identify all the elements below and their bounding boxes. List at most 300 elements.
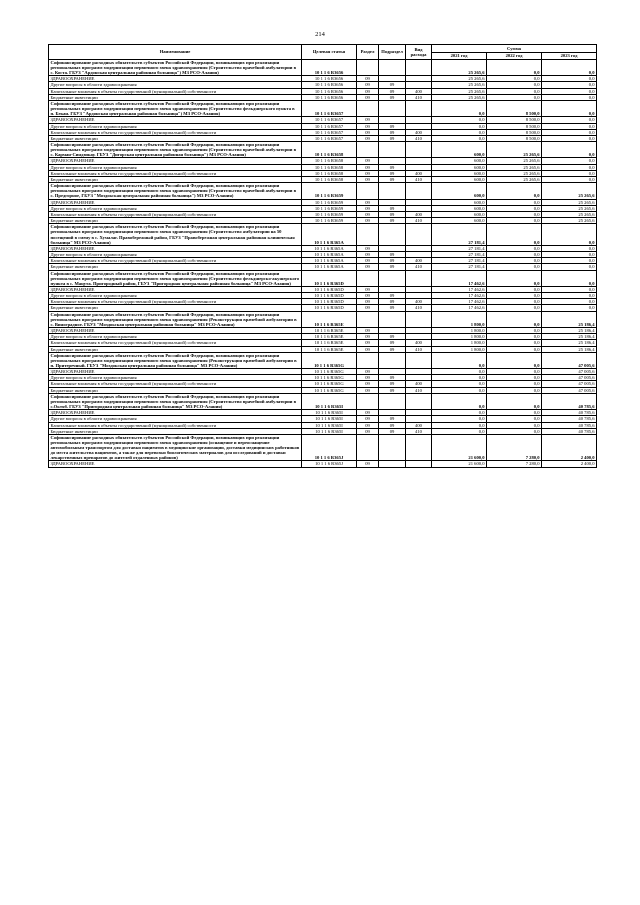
cell-name: ЗДРАВООХРАНЕНИЕ [49,199,302,205]
cell-2023: 0,0 [542,123,597,129]
header-section: Раздел [357,45,379,60]
cell-2021: 0,0 [432,387,487,393]
cell-target-article: 10 1 1 6 R3658 [302,164,357,170]
cell-subsection: 09 [379,387,406,393]
cell-target-article: 10 1 1 6 R3656 [302,82,357,88]
cell-2023: 25 186,4 [542,340,597,346]
cell-2023: 25 265,6 [542,199,597,205]
cell-section: 09 [357,158,379,164]
cell-target-article: 10 1 1 6 R3659 [302,211,357,217]
cell-name: Бюджетные инвестиции [49,428,302,434]
cell-section [357,352,379,368]
cell-section [357,183,379,199]
cell-2022: 0,0 [487,422,542,428]
cell-expense-type [406,461,432,467]
cell-name: ЗДРАВООХРАНЕНИЕ [49,461,302,467]
cell-2023: 0,0 [542,258,597,264]
cell-name: Капитальные вложения в объекты государственной (муниципальной) собственности [49,422,302,428]
cell-section: 09 [357,293,379,299]
cell-2022: 0,0 [487,369,542,375]
cell-2022: 25 265,6 [487,170,542,176]
cell-section: 09 [357,299,379,305]
cell-target-article: 10 1 1 6 R365D [302,293,357,299]
cell-2021: 600,0 [432,183,487,199]
cell-target-article: 10 1 1 6 R365J [302,434,357,460]
cell-target-article: 10 1 1 6 R3658 [302,158,357,164]
cell-2021: 27 181,4 [432,264,487,270]
cell-expense-type: 400 [406,211,432,217]
cell-2021: 27 181,4 [432,251,487,257]
cell-2023: 25 186,4 [542,346,597,352]
cell-section: 09 [357,410,379,416]
table-row-group [49,311,597,327]
cell-2022: 0,0 [487,311,542,327]
cell-2021: 27 181,4 [432,245,487,251]
cell-name: Бюджетные инвестиции [49,94,302,100]
cell-name: Капитальные вложения в объекты государственной (муниципальной) собственности [49,211,302,217]
cell-2023: 47 005,6 [542,352,597,368]
cell-subsection: 09 [379,94,406,100]
cell-2021: 17 462,6 [432,270,487,286]
cell-2022: 8 500,0 [487,117,542,123]
cell-2023: 25 265,6 [542,211,597,217]
cell-expense-type [406,270,432,286]
cell-2021: 600,0 [432,199,487,205]
cell-2023: 0,0 [542,88,597,94]
cell-section: 09 [357,375,379,381]
cell-2023: 0,0 [542,251,597,257]
cell-subsection [379,183,406,199]
cell-target-article: 10 1 1 6 R3657 [302,135,357,141]
cell-expense-type: 410 [406,264,432,270]
cell-name: Другие вопросы в области здравоохранения [49,293,302,299]
cell-section [357,434,379,460]
cell-subsection [379,60,406,76]
cell-2023: 25 186,4 [542,311,597,327]
cell-2022: 8 500,0 [487,135,542,141]
cell-section: 09 [357,94,379,100]
cell-2022: 0,0 [487,381,542,387]
cell-target-article: 10 1 1 6 R3659 [302,205,357,211]
cell-target-article: 10 1 1 6 R365I [302,410,357,416]
cell-2021: 0,0 [432,129,487,135]
cell-section: 09 [357,264,379,270]
cell-section: 09 [357,117,379,123]
cell-2023: 0,0 [542,117,597,123]
cell-expense-type: 400 [406,340,432,346]
cell-subsection: 09 [379,251,406,257]
cell-section: 09 [357,211,379,217]
cell-2022: 0,0 [487,205,542,211]
cell-section [357,393,379,409]
cell-2022: 0,0 [487,346,542,352]
cell-2023: 0,0 [542,293,597,299]
cell-2021: 1 800,0 [432,346,487,352]
table-row [49,461,597,467]
table-row-group [49,60,597,76]
cell-2023: 25 265,6 [542,218,597,224]
cell-2023: 40 785,6 [542,410,597,416]
cell-2022: 0,0 [487,264,542,270]
cell-target-article: 10 1 1 6 R365G [302,352,357,368]
cell-name: Софинансирование расходных обязательств субъектов Российской Федерации, возникающих при реализации региональных программ модернизации первичного звена здравоохранения (Строительство врачебной амбулатории в с. Карман-Синдзикау. ГБУЗ "Дигорская центральная районная больница") МЗ РСО-Алания) [49,142,302,158]
cell-2021: 0,0 [432,101,487,117]
cell-section: 09 [357,461,379,467]
cell-subsection: 09 [379,258,406,264]
cell-2023: 0,0 [542,135,597,141]
cell-subsection: 09 [379,340,406,346]
cell-2021: 600,0 [432,158,487,164]
cell-name: ЗДРАВООХРАНЕНИЕ [49,327,302,333]
cell-subsection: 09 [379,123,406,129]
cell-2021: 0,0 [432,381,487,387]
cell-2022: 0,0 [487,293,542,299]
cell-target-article: 10 1 1 6 R365D [302,305,357,311]
cell-target-article: 10 1 1 6 R365A [302,264,357,270]
cell-2022: 8 500,0 [487,129,542,135]
cell-target-article: 10 1 1 6 R365J [302,461,357,467]
cell-2022: 0,0 [487,258,542,264]
cell-2023: 25 186,4 [542,334,597,340]
cell-target-article: 10 1 1 6 R3659 [302,218,357,224]
cell-2023: 25 186,4 [542,327,597,333]
cell-target-article: 10 1 1 6 R365E [302,346,357,352]
cell-2022: 0,0 [487,327,542,333]
header-sum: Сумма [432,45,597,53]
cell-name: Софинансирование расходных обязательств субъектов Российской Федерации, возникающих при реализации региональных программ модернизации первичного звена здравоохранения (Строительство фельдшерского пункта в п. Бекан. ГБУЗ "Ардонская центральная районная больница") МЗ РСО-Алания) [49,101,302,117]
cell-target-article: 10 1 1 6 R3656 [302,76,357,82]
cell-expense-type: 400 [406,88,432,94]
cell-2021: 17 462,6 [432,286,487,292]
header-year-2021: 2021 год [432,53,487,60]
cell-subsection: 09 [379,129,406,135]
cell-2023: 0,0 [542,76,597,82]
cell-expense-type: 400 [406,170,432,176]
cell-section: 09 [357,422,379,428]
cell-name: Капитальные вложения в объекты государственной (муниципальной) собственности [49,340,302,346]
cell-target-article: 10 1 1 6 R3658 [302,142,357,158]
cell-2021: 0,0 [432,393,487,409]
table-row-group [49,434,597,460]
cell-target-article: 10 1 1 6 R365I [302,422,357,428]
table-row-group [49,142,597,158]
cell-2022: 8 500,0 [487,101,542,117]
cell-section: 09 [357,381,379,387]
cell-subsection: 09 [379,135,406,141]
cell-name: Капитальные вложения в объекты государственной (муниципальной) собственности [49,129,302,135]
cell-section: 09 [357,177,379,183]
cell-2022: 0,0 [487,183,542,199]
cell-2023: 0,0 [542,101,597,117]
cell-target-article: 10 1 1 6 R365E [302,340,357,346]
cell-target-article: 10 1 1 6 R3659 [302,183,357,199]
cell-2022: 0,0 [487,245,542,251]
cell-section: 09 [357,82,379,88]
cell-name: Софинансирование расходных обязательств субъектов Российской Федерации, возникающих при реализации региональных программ модернизации первичного звена здравоохранения (Строительство врачебной амбулатории в с. Предгорное, ГБУЗ "Моздокская центральная районная больница") МЗ РСО-Алания) [49,183,302,199]
cell-2022: 0,0 [487,393,542,409]
cell-subsection: 09 [379,428,406,434]
cell-subsection [379,224,406,245]
cell-target-article: 10 1 1 6 R365A [302,251,357,257]
cell-name: Софинансирование расходных обязательств субъектов Российской Федерации, возникающих при реализации региональных программ модернизации первичного звена здравоохранения (Строительство врачебной амбулатории в с. Коста. ГБУЗ "Ардонская центральная районная больница") МЗ РСО-Алания) [49,60,302,76]
cell-2021: 0,0 [432,416,487,422]
cell-expense-type: 410 [406,218,432,224]
cell-2022: 0,0 [487,352,542,368]
cell-subsection: 09 [379,164,406,170]
cell-2023: 2 400,0 [542,461,597,467]
cell-2021: 600,0 [432,170,487,176]
cell-target-article: 10 1 1 6 R365G [302,369,357,375]
cell-2021: 0,0 [432,375,487,381]
cell-2021: 600,0 [432,164,487,170]
cell-name: ЗДРАВООХРАНЕНИЕ [49,117,302,123]
cell-2021: 600,0 [432,177,487,183]
cell-2023: 40 785,6 [542,422,597,428]
cell-section: 09 [357,305,379,311]
cell-name: Софинансирование расходных обязательств субъектов Российской Федерации, возникающих при реализации региональных программ модернизации первичного звена здравоохранения (Строительство врачебной амбулатории в с.Октяб. ГБУЗ "Пригородная центральная районная больница" МЗ РСО-Алания) [49,393,302,409]
cell-2023: 0,0 [542,270,597,286]
cell-target-article: 10 1 1 6 R365G [302,375,357,381]
cell-subsection [379,311,406,327]
cell-target-article: 10 1 1 6 R3658 [302,170,357,176]
cell-2022: 0,0 [487,94,542,100]
cell-section: 09 [357,88,379,94]
cell-2022: 25 265,6 [487,177,542,183]
cell-2022: 0,0 [487,410,542,416]
cell-2022: 0,0 [487,199,542,205]
cell-section: 09 [357,199,379,205]
cell-name: ЗДРАВООХРАНЕНИЕ [49,369,302,375]
cell-2021: 25 265,6 [432,76,487,82]
cell-subsection: 09 [379,205,406,211]
cell-section: 09 [357,76,379,82]
cell-expense-type [406,224,432,245]
table-row-group [49,270,597,286]
cell-target-article: 10 1 1 6 R365D [302,286,357,292]
cell-2021: 600,0 [432,218,487,224]
cell-2023: 0,0 [542,129,597,135]
cell-name: Бюджетные инвестиции [49,135,302,141]
cell-name: Бюджетные инвестиции [49,305,302,311]
cell-2022: 0,0 [487,334,542,340]
cell-target-article: 10 1 1 6 R365A [302,245,357,251]
cell-2021: 1 800,0 [432,311,487,327]
cell-2023: 40 785,6 [542,416,597,422]
cell-name: Бюджетные инвестиции [49,387,302,393]
cell-expense-type: 410 [406,428,432,434]
cell-subsection: 09 [379,293,406,299]
cell-target-article: 10 1 1 6 R365D [302,299,357,305]
cell-2023: 0,0 [542,94,597,100]
table-row-group [49,352,597,368]
cell-2023: 0,0 [542,60,597,76]
cell-2021: 25 265,6 [432,94,487,100]
cell-2023: 0,0 [542,177,597,183]
cell-2022: 0,0 [487,218,542,224]
cell-expense-type: 410 [406,94,432,100]
cell-target-article: 10 1 1 6 R365I [302,416,357,422]
cell-name: Капитальные вложения в объекты государственной (муниципальной) собственности [49,170,302,176]
cell-2022: 0,0 [487,286,542,292]
cell-target-article: 10 1 1 6 R365E [302,334,357,340]
cell-expense-type [406,434,432,460]
cell-name: Другие вопросы в области здравоохранения [49,123,302,129]
cell-section [357,224,379,245]
cell-2022: 0,0 [487,60,542,76]
cell-name: ЗДРАВООХРАНЕНИЕ [49,245,302,251]
cell-2021: 600,0 [432,142,487,158]
cell-subsection: 09 [379,211,406,217]
cell-name: Другие вопросы в области здравоохранения [49,205,302,211]
cell-2021: 600,0 [432,211,487,217]
cell-subsection: 09 [379,346,406,352]
cell-2023: 0,0 [542,82,597,88]
cell-section [357,270,379,286]
cell-section: 09 [357,387,379,393]
cell-2022: 0,0 [487,375,542,381]
cell-2021: 25 265,6 [432,60,487,76]
cell-2023: 0,0 [542,164,597,170]
cell-2021: 27 181,4 [432,224,487,245]
cell-subsection: 09 [379,170,406,176]
cell-2023: 0,0 [542,299,597,305]
cell-2021: 0,0 [432,352,487,368]
cell-2023: 0,0 [542,142,597,158]
cell-2021: 25 265,6 [432,88,487,94]
cell-expense-type [406,60,432,76]
cell-target-article: 10 1 1 6 R3657 [302,129,357,135]
cell-2023: 0,0 [542,264,597,270]
cell-2023: 0,0 [542,224,597,245]
cell-name: ЗДРАВООХРАНЕНИЕ [49,76,302,82]
cell-subsection: 09 [379,218,406,224]
cell-target-article: 10 1 1 6 R3657 [302,117,357,123]
cell-name: Другие вопросы в области здравоохранения [49,375,302,381]
cell-2021: 0,0 [432,410,487,416]
cell-expense-type [406,183,432,199]
cell-target-article: 10 1 1 6 R3657 [302,123,357,129]
cell-2021: 0,0 [432,135,487,141]
cell-expense-type [406,393,432,409]
cell-subsection [379,352,406,368]
cell-2022: 7 280,0 [487,461,542,467]
cell-section: 09 [357,170,379,176]
cell-section [357,101,379,117]
cell-subsection: 09 [379,82,406,88]
cell-2021: 21 600,0 [432,461,487,467]
cell-subsection: 09 [379,299,406,305]
cell-2021: 27 181,4 [432,258,487,264]
cell-expense-type: 400 [406,381,432,387]
cell-target-article: 10 1 1 6 R3656 [302,94,357,100]
cell-2023: 0,0 [542,158,597,164]
cell-2021: 0,0 [432,369,487,375]
cell-section [357,60,379,76]
cell-2021: 0,0 [432,117,487,123]
cell-section: 09 [357,334,379,340]
cell-2023: 2 400,0 [542,434,597,460]
cell-target-article: 10 1 1 6 R365I [302,428,357,434]
table-body [49,60,597,468]
cell-section: 09 [357,164,379,170]
cell-target-article: 10 1 1 6 R3656 [302,60,357,76]
cell-name: Бюджетные инвестиции [49,177,302,183]
budget-table [48,44,597,468]
cell-subsection: 09 [379,375,406,381]
cell-expense-type [406,101,432,117]
cell-section: 09 [357,258,379,264]
cell-2022: 0,0 [487,270,542,286]
cell-name: Софинансирование расходных обязательств субъектов Российской Федерации, возникающих при реализации региональных программ модернизации первичного звена здравоохранения (Строительство амбулатории на 50 посещений в смену в с. Хумалаг. Правобережный район, ГБУЗ "Правобережная центральная районная клиническая больница" МЗ РСО-Алания) [49,224,302,245]
cell-subsection: 09 [379,88,406,94]
cell-2021: 17 462,6 [432,293,487,299]
cell-expense-type [406,142,432,158]
cell-2022: 0,0 [487,387,542,393]
cell-subsection: 09 [379,422,406,428]
cell-2023: 0,0 [542,286,597,292]
cell-name: Бюджетные инвестиции [49,346,302,352]
cell-name: Другие вопросы в области здравоохранения [49,164,302,170]
cell-target-article: 10 1 1 6 R3659 [302,199,357,205]
header-subsection: Подраздел [379,45,406,60]
cell-expense-type [406,311,432,327]
cell-2022: 0,0 [487,82,542,88]
cell-subsection: 09 [379,381,406,387]
cell-target-article: 10 1 1 6 R365G [302,381,357,387]
header-year-2023: 2023 год [542,53,597,60]
cell-2021: 0,0 [432,428,487,434]
cell-expense-type: 400 [406,258,432,264]
cell-2022: 25 265,6 [487,158,542,164]
cell-name: Капитальные вложения в объекты государственной (муниципальной) собственности [49,299,302,305]
cell-2023: 40 785,6 [542,428,597,434]
cell-expense-type: 410 [406,177,432,183]
cell-subsection: 09 [379,305,406,311]
cell-subsection [379,101,406,117]
cell-section: 09 [357,205,379,211]
cell-2021: 1 800,0 [432,340,487,346]
cell-2021: 600,0 [432,205,487,211]
cell-2022: 0,0 [487,76,542,82]
cell-section: 09 [357,340,379,346]
cell-2022: 0,0 [487,224,542,245]
cell-subsection: 09 [379,264,406,270]
cell-expense-type: 400 [406,299,432,305]
cell-2023: 0,0 [542,245,597,251]
cell-name: Бюджетные инвестиции [49,218,302,224]
cell-target-article: 10 1 1 6 R3657 [302,101,357,117]
cell-name: ЗДРАВООХРАНЕНИЕ [49,410,302,416]
cell-2023: 47 005,6 [542,369,597,375]
cell-target-article: 10 1 1 6 R365E [302,327,357,333]
cell-2022: 25 265,6 [487,164,542,170]
header-target-article: Целевая статья [302,45,357,60]
cell-subsection [379,434,406,460]
cell-target-article: 10 1 1 6 R365G [302,387,357,393]
cell-2022: 0,0 [487,340,542,346]
cell-target-article: 10 1 1 6 R3658 [302,177,357,183]
cell-name: Капитальные вложения в объекты государственной (муниципальной) собственности [49,381,302,387]
cell-section: 09 [357,135,379,141]
cell-target-article: 10 1 1 6 R365D [302,270,357,286]
cell-2022: 0,0 [487,88,542,94]
cell-expense-type [406,352,432,368]
cell-2022: 0,0 [487,305,542,311]
cell-2022: 0,0 [487,251,542,257]
cell-2021: 0,0 [432,422,487,428]
table-row-group [49,183,597,199]
cell-section: 09 [357,369,379,375]
